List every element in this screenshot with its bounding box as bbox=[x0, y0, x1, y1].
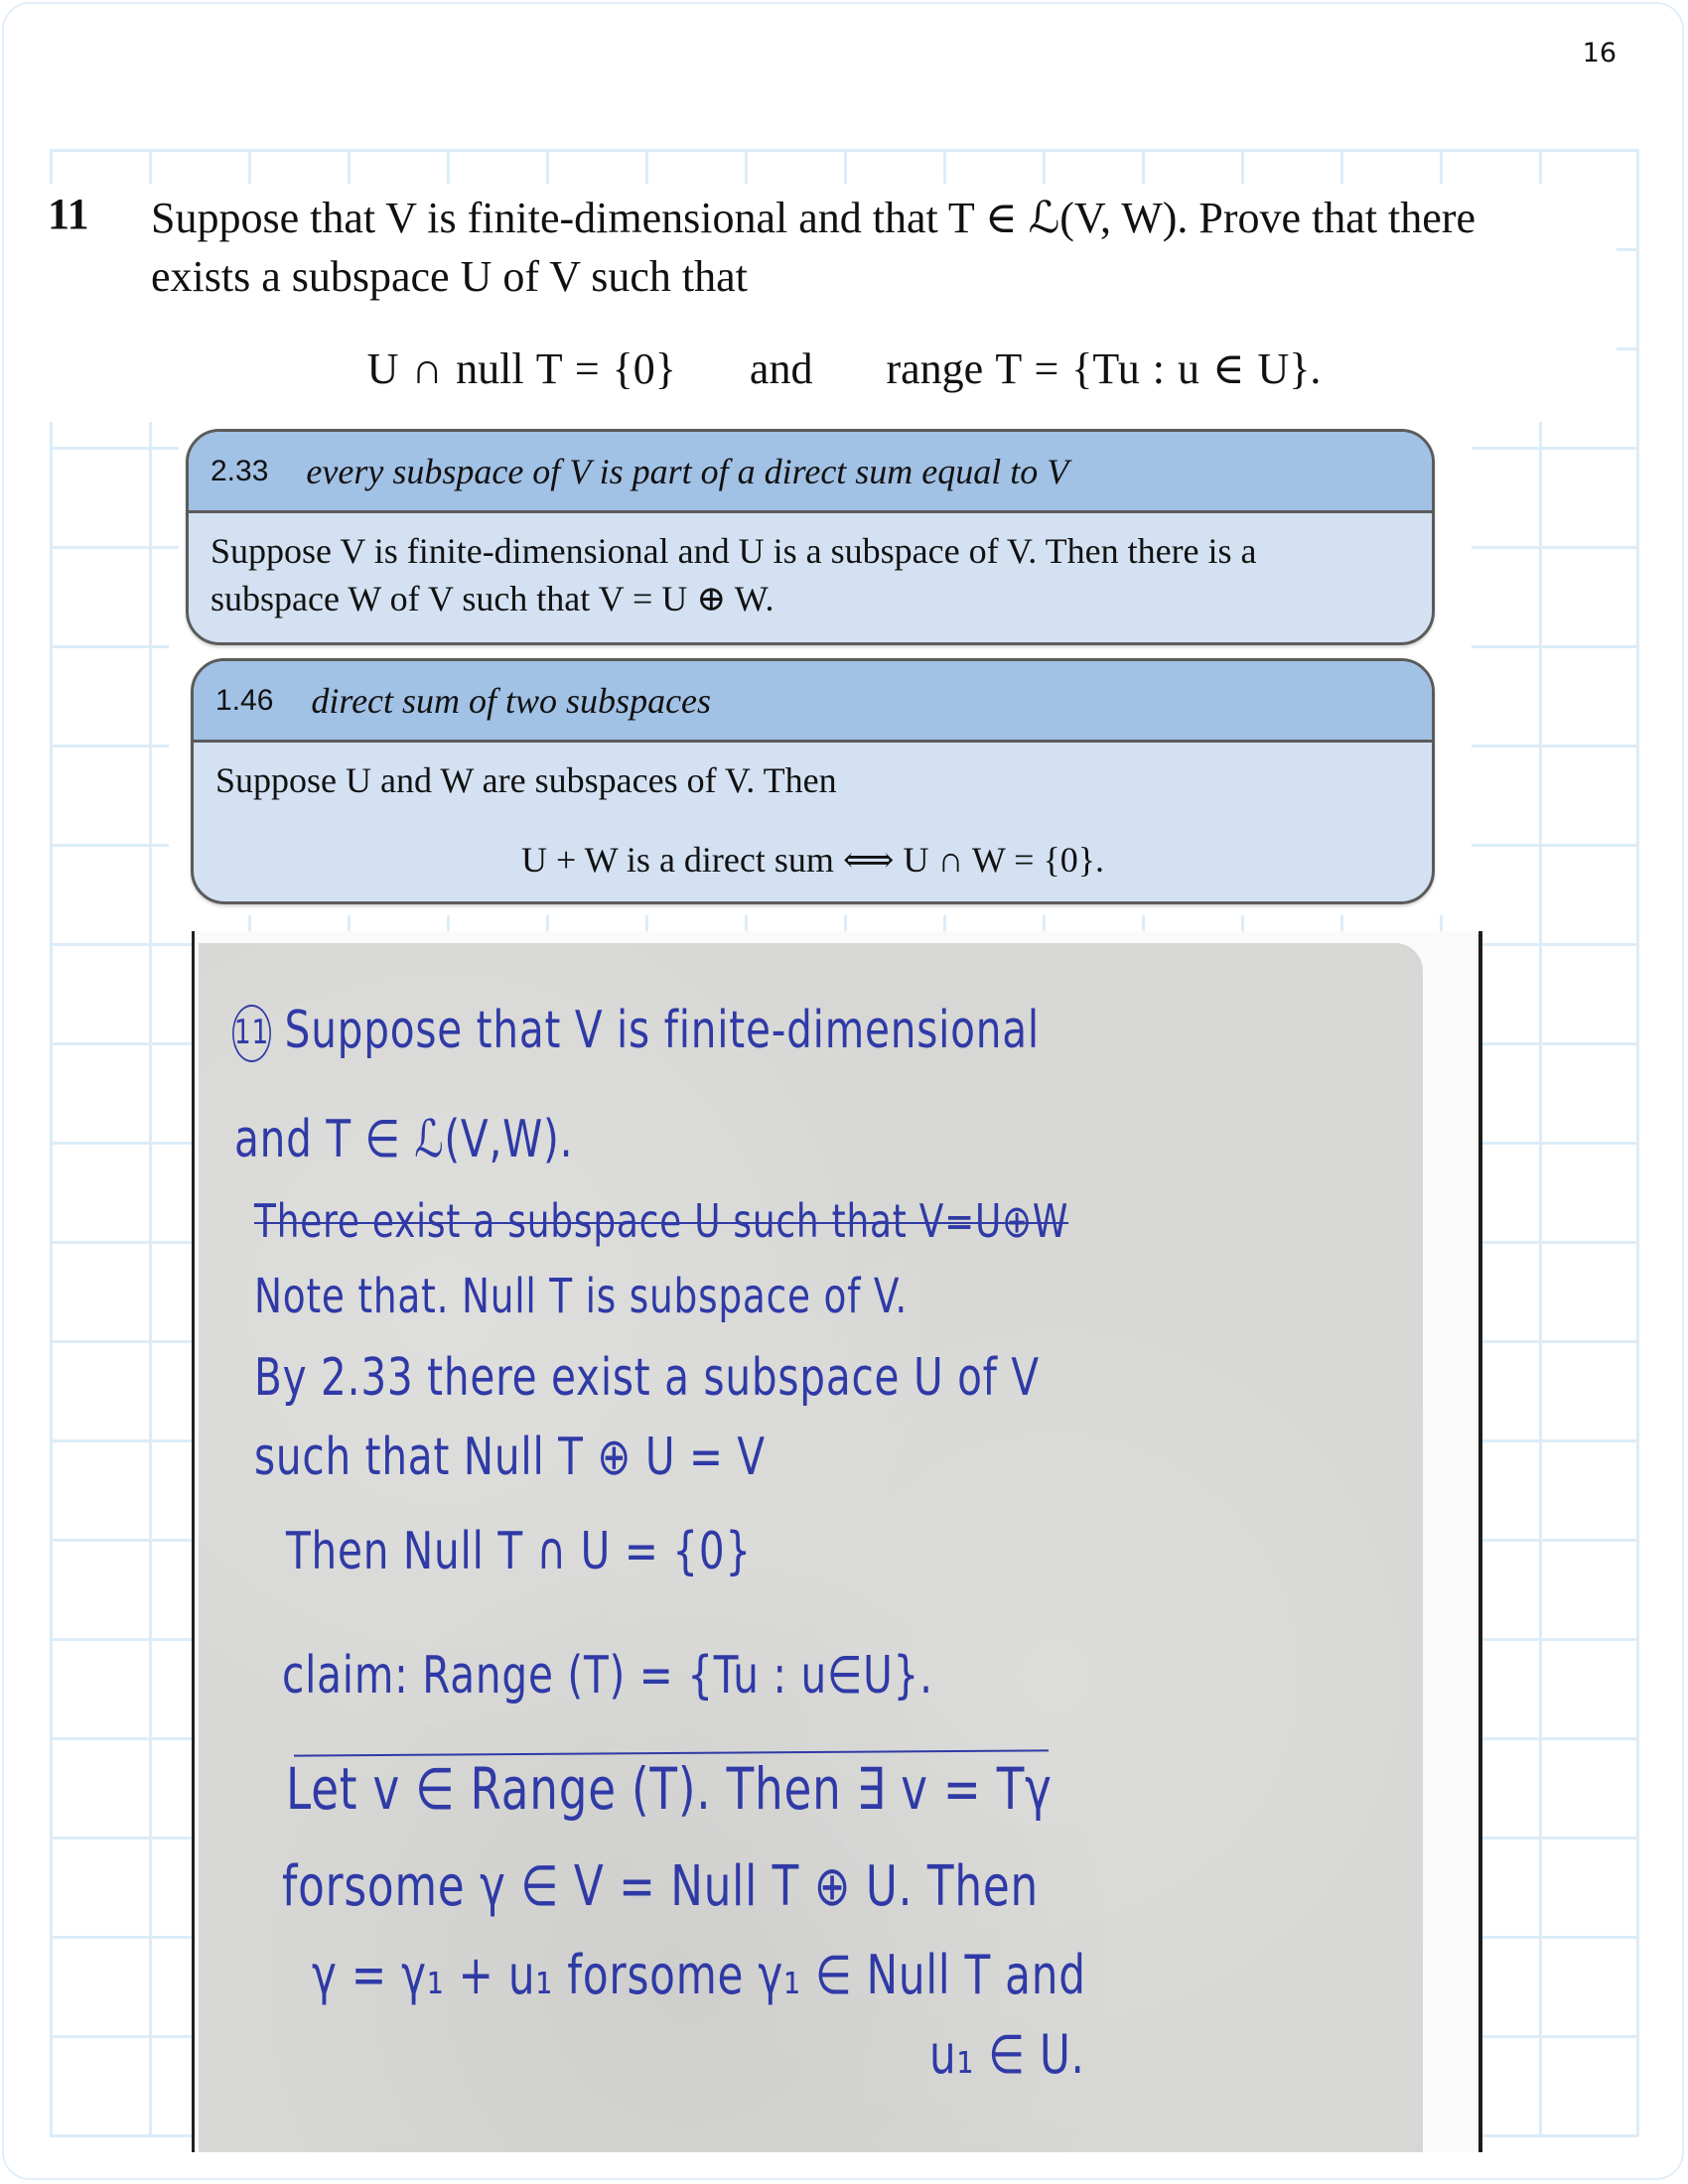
equation-connector: and bbox=[749, 344, 813, 393]
theorem-box-2-33 bbox=[186, 429, 1435, 645]
display-equation bbox=[0, 343, 1688, 394]
handwritten-line-12: u₁ ∈ U. bbox=[929, 2023, 1085, 2086]
problem-line-2: exists a subspace U of V such that bbox=[151, 252, 748, 301]
equation-right: range T = {Tu : u ∈ U}. bbox=[886, 344, 1322, 393]
handwritten-solution-scan bbox=[192, 931, 1482, 2152]
handwritten-claim-line: claim: Range (T) = {Tu : u∈U}. bbox=[282, 1646, 933, 1706]
handwritten-line-2: and T ∈ ℒ(V,W). bbox=[234, 1110, 574, 1169]
handwritten-line-6: such that Null T ⊕ U = V bbox=[254, 1428, 766, 1487]
theorem-title: every subspace of V is part of a direct sum equal to V bbox=[306, 451, 1069, 491]
handwritten-line-7: Then Null T ∩ U = {0} bbox=[286, 1522, 753, 1581]
handwritten-line-9: Let v ∈ Range (T). Then ∃ v = Tγ bbox=[286, 1755, 1053, 1823]
theorem-number: 2.33 bbox=[211, 454, 269, 487]
circled-problem-number: 11 bbox=[232, 1005, 271, 1062]
handwritten-line-struck: There exist a subspace U such that V=U⊕W bbox=[254, 1194, 1069, 1248]
theorem-body-line: Suppose V is finite-dimensional and U is a subspace of V. Then there is a bbox=[211, 531, 1257, 571]
theorem-number: 1.46 bbox=[215, 683, 274, 717]
problem-statement bbox=[151, 189, 1620, 306]
handwritten-line-1: 11 Suppose that V is finite-dimensional bbox=[233, 1001, 1040, 1060]
handwritten-line-4: Note that. Null T is subspace of V. bbox=[254, 1269, 909, 1324]
theorem-title: direct sum of two subspaces bbox=[311, 680, 712, 721]
equation-left: U ∩ null T = {0} bbox=[366, 344, 676, 393]
theorem-header bbox=[189, 432, 1432, 513]
problem-line-1: Suppose that V is finite-dimensional and that T ∈ ℒ(V, W). Prove that there bbox=[151, 194, 1476, 242]
theorem-body-line: subspace W of V such that V = U ⊕ W. bbox=[211, 579, 774, 618]
theorem-header bbox=[194, 661, 1432, 743]
theorem-box-1-46 bbox=[191, 658, 1435, 904]
page-number: 16 bbox=[1582, 38, 1617, 68]
problem-number: 11 bbox=[48, 190, 89, 238]
handwritten-line-10: forsome γ ∈ V = Null T ⊕ U. Then bbox=[282, 1854, 1039, 1919]
theorem-centered-statement: U + W is a direct sum ⟺ U ∩ W = {0}. bbox=[520, 840, 1105, 880]
theorem-body bbox=[194, 743, 1432, 884]
handwritten-line-5: By 2.33 there exist a subspace U of V bbox=[254, 1348, 1040, 1408]
theorem-body bbox=[189, 513, 1432, 622]
theorem-body-line: Suppose U and W are subspaces of V. Then bbox=[215, 760, 837, 800]
handwritten-line-11: γ = γ₁ + u₁ forsome γ₁ ∈ Null T and bbox=[312, 1944, 1086, 2006]
